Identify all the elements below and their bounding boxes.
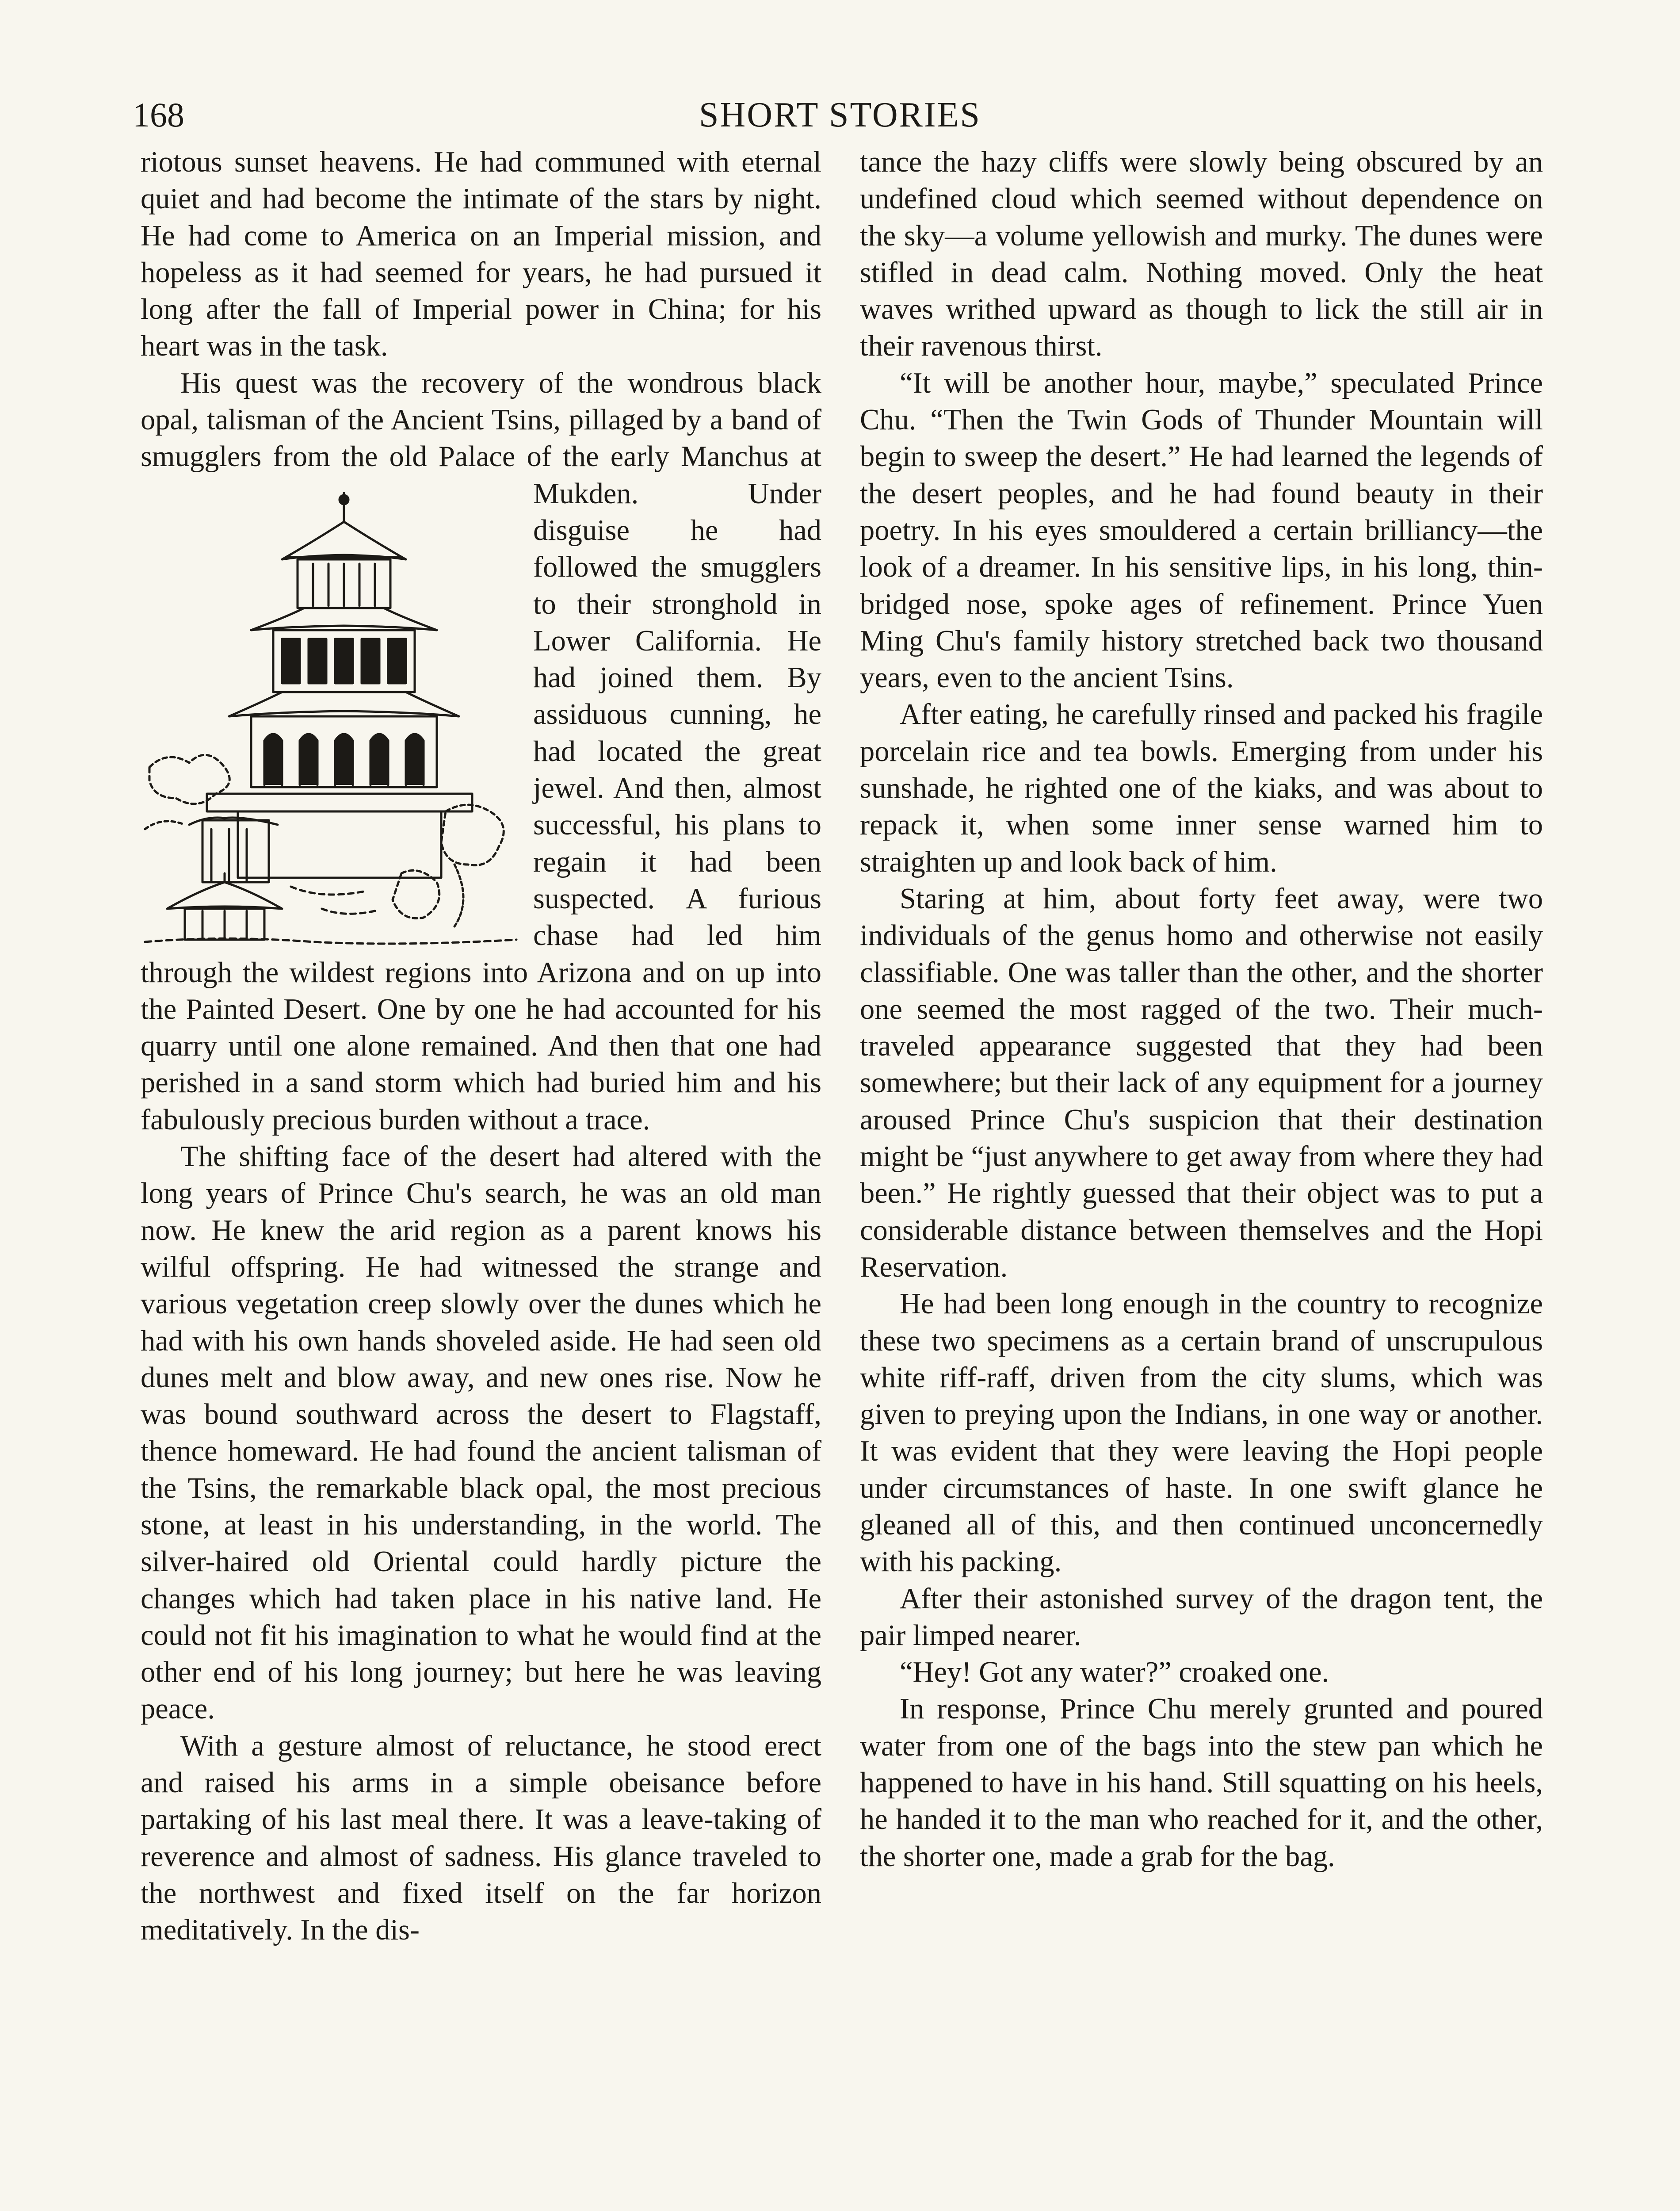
running-head: SHORT STORIES xyxy=(699,96,981,134)
page-number: 168 xyxy=(133,96,184,134)
paragraph: “It will be another hour, maybe,” speculated Prince Chu. “Then the Twin Gods of Thunder Mountain will begin to sweep the desert.” He had learned the legends of the desert peoples, and he had found beauty in their poetry. In his eyes smouldered a certain brilliancy—the look of a dreamer. In his sensitive lips, in his long, thin-bridged nose, spoke ages of refinement. Prince Yuen Ming Chu's family history stretched back two thousand years, even to the ancient Tsins. xyxy=(860,367,1543,694)
paragraph: “Hey! Got any water?” croaked one. xyxy=(900,1656,1329,1689)
paragraph: In response, Prince Chu merely grunted and poured water from one of the bags into the stew pan which he happened to have in his hand. Still squatting on his heels, he handed it to the man who reached for it, and the other, the shorter one, made a grab for the bag. xyxy=(860,1693,1543,1873)
paragraph: tance the hazy cliffs were slowly being obscured by an undefined cloud which seemed without dependence on the sky—a volume yellowish and murky. The dunes were stifled in dead calm. Nothing moved. Only the heat waves writhed upward as though to lick the still air in their ravenous thirst. xyxy=(860,146,1543,363)
paragraph: After eating, he carefully rinsed and packed his fragile porcelain rice and tea bowls. Emerging from under his sunshade, he righted one of the kiaks, and was about to repack it, when some inner sense warned him to straighten up and look back of him. xyxy=(860,698,1543,878)
paragraph: The shifting face of the desert had altered with the long years of Prince Chu's search, he was an old man now. He knew the arid region as a parent knows his wilful offspring. He had witnessed the strange and various vegetation creep slowly over the dunes which he had with his own hands shoveled aside. He had seen old dunes melt and blow away, and new ones rise. Now he was bound southward across the desert to Flagstaff, thence homeward. He had found the ancient talisman of the Tsins, the remarkable black opal, the most precious stone, at least in his understanding, in the world. The silver-haired old Oriental could hardly picture the changes which had taken place in his native land. He could not fit his imagination to what he would find at the other end of his long journey; but here he was leaving peace. xyxy=(141,1140,821,1725)
right-column xyxy=(860,144,1543,2211)
paragraph: riotous sunset heavens. He had communed with eternal quiet and had become the intimate of the stars by night. He had come to America on an Imperial mission, and hopeless as it had seemed for years, he had pursued it long after the fall of Imperial power in China; for his heart was in the task. xyxy=(141,146,821,363)
paragraph: After their astonished survey of the dragon tent, the pair limped nearer. xyxy=(860,1582,1543,1652)
paragraph: He had been long enough in the country to recognize these two specimens as a certain brand of unscrupulous white riff-raff, driven from the city slums, which was given to preying upon the Indians, in one way or another. It was evident that they were leaving the Hopi people under circumstances of haste. In one swift glance he gleaned all of this, and then continued unconcernedly with his packing. xyxy=(860,1288,1543,1578)
paragraph: Staring at him, about forty feet away, were two individuals of the genus homo and otherwise not easily classifiable. One was taller than the other, and the shorter one seemed the most ragged of the two. Their much-traveled appearance suggested that they had been somewhere; but their lack of any equipment for a journey aroused Prince Chu's suspicion that their destination might be “just anywhere to get away from where they had been.” He rightly guessed that their object was to put a considerable distance between themselves and the Hopi Reservation. xyxy=(860,882,1543,1283)
paragraph: With a gesture almost of reluctance, he stood erect and raised his arms in a simple obeisance before partaking of his last meal there. It was a leave-taking of reverence and almost of sadness. His glance traveled to the northwest and fixed itself on the far horizon meditatively. In the dis- xyxy=(141,1729,821,1947)
page-header xyxy=(133,91,1547,144)
paragraph: His quest was the recovery of the wondrous black opal, talisman of the Ancient Tsins, pillaged by a band of smugglers from the old Palace of the early Manchus at Mukden. Under disguise he had followed the smugglers to their stronghold in Lower California. He had joined them. By assiduous cunning, he had located the great jewel. And then, almost successful, his plans to regain it had been suspected. A furious chase had led him through the wildest regions into Arizona and on up into the Painted Desert. One by one he had accounted for his quarry until one alone remained. And then that one had perished in a sand storm which had buried him and his fabulously precious burden without a trace. xyxy=(141,365,821,1138)
left-column xyxy=(141,144,821,2211)
pagoda-illustration-icon xyxy=(136,475,525,949)
